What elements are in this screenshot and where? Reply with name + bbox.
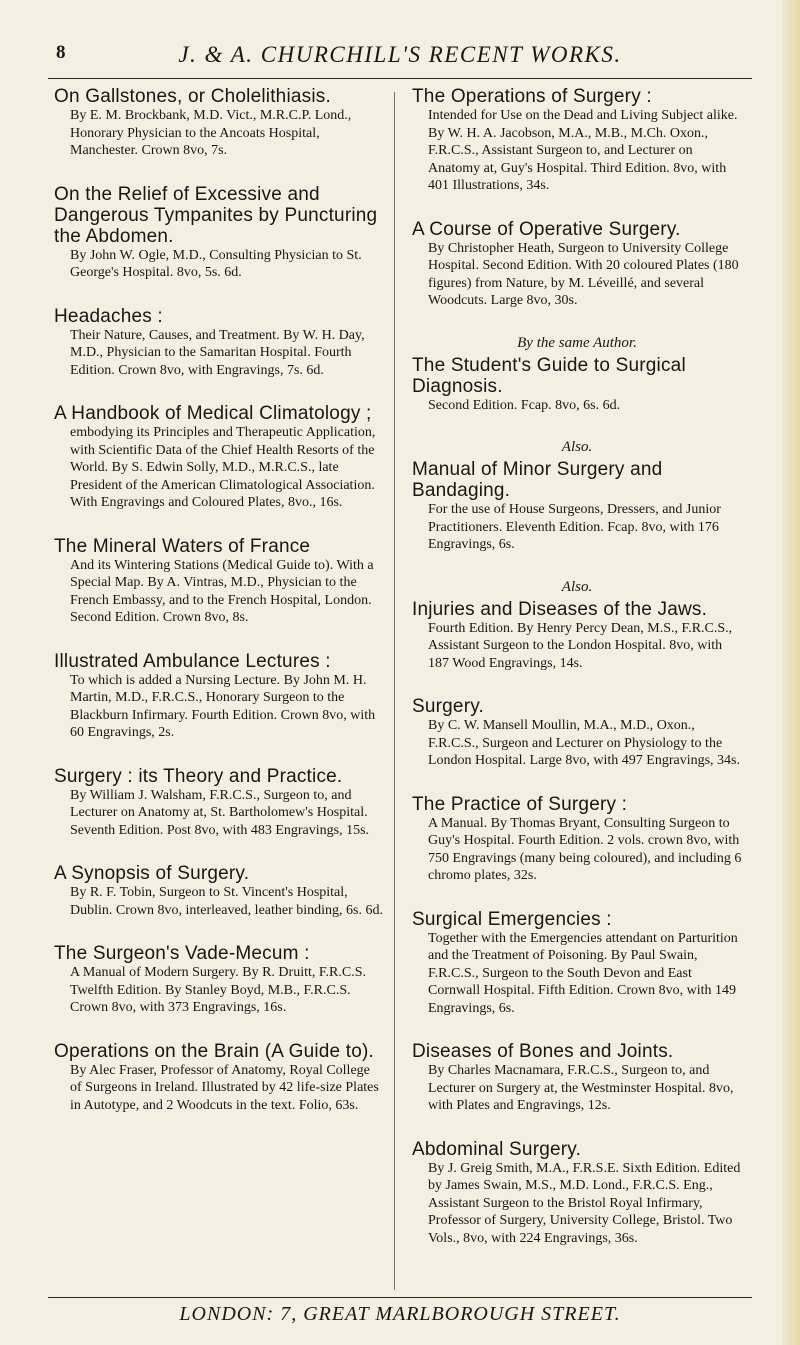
- book-description: By R. F. Tobin, Surgeon to St. Vincent's Hospital, Dublin. Crown 8vo, interleaved, leather binding, 6s. 6d.: [70, 885, 383, 918]
- book-title: A Handbook of Medical Climatology ;: [54, 403, 372, 424]
- book-description: By J. Greig Smith, M.A., F.R.S.E. Sixth Edition. Edited by James Swain, M.S., M.D. Lond., F.R.C.S. Eng., Assistant Surgeon to the Bristol Royal Infirmary, Professor of Surgery, University College, Bristol. Two Vols., 8vo, with 224 Engravings, 36s.: [428, 1160, 741, 1246]
- book-entry: [412, 334, 742, 415]
- book-title: On the Relief of Excessive and Dangerous Tympanites by Puncturing the Abdomen.: [54, 183, 378, 247]
- book-entry: [412, 86, 742, 195]
- book-description: And its Wintering Stations (Medical Guide to). With a Special Map. By A. Vintras, M.D., Physician to the French Embassy, and to the French Hospital, London. Second Edition. Crown 8vo, 8s.: [70, 557, 374, 625]
- book-description: Intended for Use on the Dead and Living Subject alike. By W. H. A. Jacobson, M.A., M.B., M.Ch. Oxon., F.R.C.S., Assistant Surgeon to, and Lecturer on Anatomy at, Guy's Hospital. Third Edition. 8vo, with 401 Illustrations, 34s.: [428, 108, 738, 193]
- same-author-note: By the same Author.: [517, 334, 637, 351]
- book-description: By Charles Macnamara, F.R.C.S., Surgeon to, and Lecturer on Surgery at, the Westminster Hospital. 8vo, with Plates and Engravings, 12s.: [428, 1063, 734, 1113]
- book-description: By E. M. Brockbank, M.D. Vict., M.R.C.P. Lond., Honorary Physician to the Ancoats Hospital, Manchester. Crown 8vo, 7s.: [70, 108, 352, 158]
- right-column: [412, 86, 742, 1271]
- book-title: Abdominal Surgery.: [412, 1138, 582, 1160]
- book-title: Operations on the Brain (A Guide to).: [54, 1040, 375, 1062]
- running-head: J. & A. CHURCHILL'S RECENT WORKS.: [178, 42, 622, 67]
- book-title: The Student's Guide to Surgical Diagnosis.: [412, 354, 686, 397]
- book-description: Fourth Edition. By Henry Percy Dean, M.S., F.R.C.S., Assistant Surgeon to the London Hospital. 8vo, with 187 Wood Engravings, 14s.: [428, 620, 733, 671]
- book-title: A Synopsis of Surgery.: [54, 863, 250, 884]
- book-entry: [412, 438, 742, 554]
- book-title: The Operations of Surgery :: [412, 86, 652, 107]
- book-title: The Surgeon's Vade-Mecum :: [54, 943, 310, 964]
- book-description: Second Edition. Fcap. 8vo, 6s. 6d.: [428, 397, 621, 413]
- book-description: For the use of House Surgeons, Dressers, and Junior Practitioners. Eleventh Edition. Fcap. 8vo, with 176 Engravings, 6s.: [428, 502, 721, 552]
- book-entry: [412, 578, 742, 673]
- book-title: On Gallstones, or Cholelithiasis.: [54, 86, 331, 107]
- book-title: Surgical Emergencies :: [412, 908, 612, 930]
- book-description: By Alec Fraser, Professor of Anatomy, Royal College of Surgeons in Ireland. Illustrated by 42 life-size Plates in Autotype, and 2 Woodcuts in the text. Folio, 63s.: [70, 1062, 379, 1113]
- book-description: A Manual of Modern Surgery. By R. Druitt, F.R.C.S. Twelfth Edition. By Stanley Boyd, M.B., F.R.C.S. Crown 8vo, with 373 Engravings, 16s.: [70, 965, 366, 1015]
- book-title: Illustrated Ambulance Lectures :: [54, 650, 331, 672]
- column-divider: [394, 92, 395, 1290]
- book-title: Diseases of Bones and Joints.: [412, 1041, 674, 1062]
- book-entry: [412, 1041, 742, 1115]
- also-note: Also.: [561, 578, 593, 595]
- book-entry: [54, 943, 384, 1017]
- book-entry: [54, 1041, 384, 1115]
- page-edge: [782, 0, 800, 1345]
- book-title: A Course of Operative Surgery.: [412, 218, 681, 240]
- book-title: Injuries and Diseases of the Jaws.: [412, 598, 708, 620]
- book-entry: [412, 794, 742, 885]
- book-description: embodying its Principles and Therapeutic Application, with Scientific Data of the Chief Health Resorts of the World. By S. Edwin Solly, M.D., M.R.C.S., late President of the American Climatological Association. With Engravings and Coloured Plates, 8vo., 16s.: [70, 425, 376, 510]
- page-number: 8: [56, 42, 66, 63]
- header-rule: [48, 78, 752, 79]
- book-title: Headaches :: [54, 305, 163, 327]
- left-column: [54, 86, 384, 1138]
- book-entry: [412, 909, 742, 1018]
- book-entry: [412, 696, 742, 770]
- book-description: To which is added a Nursing Lecture. By John M. H. Martin, M.D., F.R.C.S., Honorary Surgeon to the Blackburn Infirmary. Fourth Edition. Crown 8vo, with 60 Engravings, 2s.: [70, 672, 376, 740]
- book-title: Surgery : its Theory and Practice.: [54, 765, 343, 787]
- book-description: Together with the Emergencies attendant on Parturition and the Treatment of Poisoning. By Paul Swain, F.R.C.S., Surgeon to the South Devon and East Cornwall Hospital. Fifth Edition. Crown 8vo, with 149 Engravings, 6s.: [428, 930, 738, 1016]
- book-description: Their Nature, Causes, and Treatment. By W. H. Day, M.D., Physician to the Samaritan Hospital. Fourth Edition. Crown 8vo, with Engravings, 7s. 6d.: [70, 327, 365, 378]
- book-description: By C. W. Mansell Moullin, M.A., M.D., Oxon., F.R.C.S., Surgeon and Lecturer on Physiology to the London Hospital. Large 8vo, with 497 Engravings, 34s.: [428, 718, 740, 768]
- book-entry: [54, 184, 384, 282]
- book-entry: [54, 86, 384, 160]
- book-entry: [412, 219, 742, 310]
- book-entry: [54, 403, 384, 512]
- book-title: Manual of Minor Surgery and Bandaging.: [412, 459, 663, 501]
- book-description: By Christopher Heath, Surgeon to University College Hospital. Second Edition. With 20 coloured Plates (180 figures) from Nature, by M. Léveillé, and several Woodcuts. Large 8vo, 30s.: [428, 240, 739, 308]
- book-description: By John W. Ogle, M.D., Consulting Physician to St. George's Hospital. 8vo, 5s. 6d.: [70, 247, 362, 280]
- also-note: Also.: [561, 439, 593, 455]
- book-entry: [54, 651, 384, 742]
- footer-rule: [48, 1297, 752, 1298]
- publisher-address: LONDON: 7, GREAT MARLBOROUGH STREET.: [179, 1303, 621, 1325]
- book-entry: [54, 766, 384, 840]
- book-description: A Manual. By Thomas Bryant, Consulting Surgeon to Guy's Hospital. Fourth Edition. 2 vols. crown 8vo, with 750 Engravings (many being coloured), and including 6 chromo plates, 32s.: [428, 815, 742, 883]
- book-entry: [54, 306, 384, 380]
- book-description: By William J. Walsham, F.R.C.S., Surgeon to, and Lecturer on Anatomy at, St. Bartholomew's Hospital. Seventh Edition. Post 8vo, with 483 Engravings, 15s.: [70, 787, 370, 838]
- book-title: The Mineral Waters of France: [54, 535, 311, 557]
- book-entry: [412, 1139, 742, 1248]
- book-title: Surgery.: [412, 696, 484, 717]
- book-entry: [54, 863, 384, 919]
- book-entry: [54, 536, 384, 627]
- book-title: The Practice of Surgery :: [412, 793, 628, 815]
